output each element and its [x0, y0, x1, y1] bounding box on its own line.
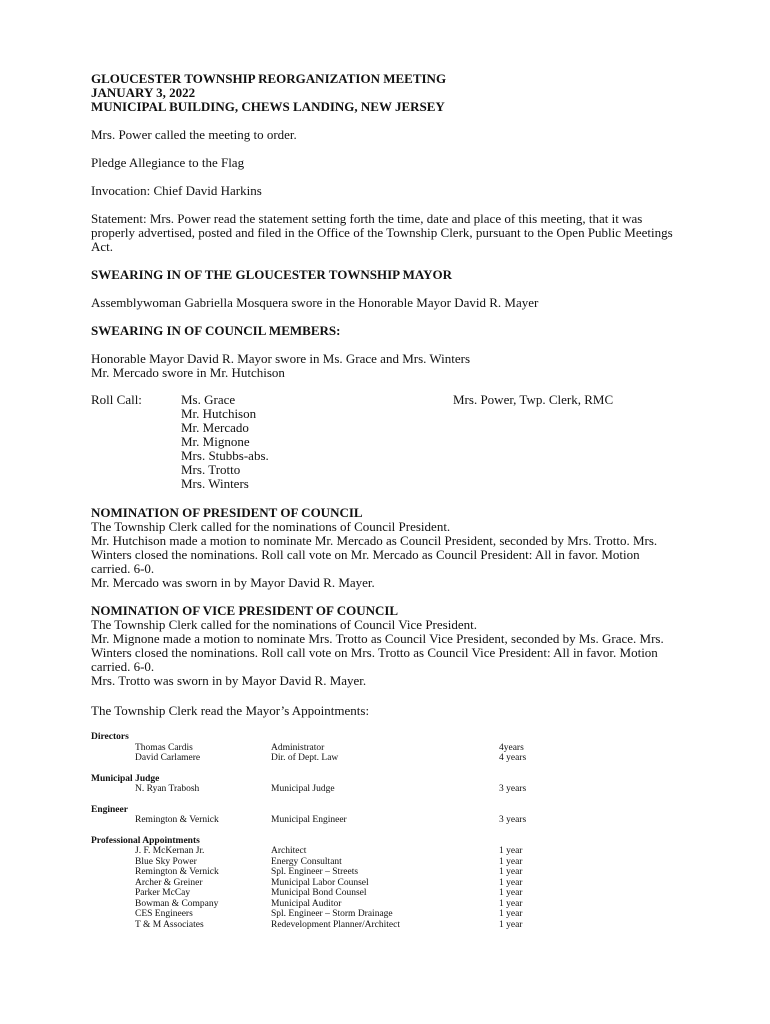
appointment-term: 4years [499, 742, 524, 753]
appointment-row [91, 784, 681, 795]
header-date: JANUARY 3, 2022 [91, 85, 196, 100]
appointment-role: Municipal Judge [271, 784, 335, 794]
appointment-term: 1 year [499, 867, 523, 877]
appointment-row [91, 888, 681, 899]
president-heading: NOMINATION OF PRESIDENT OF COUNCIL [91, 505, 363, 520]
vice-president-line-3: Mrs. Trotto was sworn in by Mayor David R. Mayer. [91, 673, 367, 688]
appointment-term: 1 year [499, 919, 523, 930]
mayor-swearing-heading: SWEARING IN OF THE GLOUCESTER TOWNSHIP MAYOR [91, 267, 452, 282]
vice-president-nomination [91, 604, 681, 688]
appointment-term: 1 year [499, 909, 523, 919]
appointment-role: Redevelopment Planner/Architect [271, 919, 400, 930]
document-page [91, 72, 681, 930]
pledge: Pledge Allegiance to the Flag [91, 155, 245, 170]
appointment-term: 4 years [499, 753, 527, 763]
appointment-term: 1 year [499, 898, 523, 909]
roll-call [91, 393, 681, 491]
appointment-row [91, 815, 681, 826]
appointment-role: Architect [271, 846, 307, 856]
vice-president-line-2: Mr. Mignone made a motion to nominate Mrs. Trotto as Council Vice President, seconded by Ms. Grace. Mrs. Winters closed the nominations. Roll call vote on Mrs. Trotto as Council Vice President: All in favor. Motion carried. 6-0. [91, 631, 664, 674]
header-location: MUNICIPAL BUILDING, CHEWS LANDING, NEW JERSEY [91, 99, 445, 114]
appointee-name: Remington & Vernick [135, 815, 219, 825]
vice-president-heading: NOMINATION OF VICE PRESIDENT OF COUNCIL [91, 603, 399, 618]
appointment-section-title: Professional Appointments [91, 835, 200, 846]
appointment-section [91, 805, 681, 826]
appointment-role: Spl. Engineer – Storm Drainage [271, 909, 393, 919]
roll-call-name: Mrs. Stubbs-abs. [181, 448, 269, 463]
roll-call-label: Roll Call: [91, 392, 142, 407]
appointee-name: Thomas Cardis [135, 742, 193, 753]
appointment-row [91, 867, 681, 878]
appointment-term: 1 year [499, 856, 523, 867]
appointment-term: 3 years [499, 784, 527, 794]
appointment-role: Dir. of Dept. Law [271, 753, 339, 763]
appointment-row [91, 857, 681, 868]
appointment-row [91, 743, 681, 754]
roll-call-name: Mrs. Trotto [181, 462, 241, 477]
council-swearing-heading: SWEARING IN OF COUNCIL MEMBERS: [91, 323, 341, 338]
appointment-role: Energy Consultant [271, 856, 342, 867]
president-line-2: Mr. Hutchison made a motion to nominate Mr. Mercado as Council President, seconded by Mrs. Trotto. Mrs. Winters closed the nominations. Roll call vote on Mr. Mercado as Council President: All in favor. Motion carried. 6-0. [91, 533, 658, 576]
appointee-name: David Carlamere [135, 753, 201, 763]
appointment-term: 1 year [499, 877, 523, 888]
appointment-term: 1 year [499, 846, 523, 856]
header-title: GLOUCESTER TOWNSHIP REORGANIZATION MEETING [91, 71, 447, 86]
call-to-order: Mrs. Power called the meeting to order. [91, 127, 297, 142]
roll-call-names [181, 393, 269, 491]
appointment-role: Administrator [271, 742, 325, 753]
appointee-name: N. Ryan Trabosh [135, 784, 200, 794]
appointment-role: Municipal Labor Counsel [271, 877, 369, 888]
appointment-section [91, 774, 681, 795]
appointment-section [91, 836, 681, 931]
document-header [91, 72, 681, 114]
council-swearing-line-1: Honorable Mayor David R. Mayor swore in Ms. Grace and Mrs. Winters [91, 351, 471, 366]
roll-call-name: Mrs. Winters [181, 476, 249, 491]
appointment-row [91, 753, 681, 764]
roll-call-name: Mr. Hutchison [181, 406, 257, 421]
mayor-swearing-text: Assemblywoman Gabriella Mosquera swore in the Honorable Mayor David R. Mayer [91, 295, 539, 310]
appointment-role: Municipal Engineer [271, 815, 347, 825]
appointee-name: CES Engineers [135, 909, 193, 919]
appointment-section-title: Engineer [91, 804, 128, 815]
roll-call-clerk: Mrs. Power, Twp. Clerk, RMC [453, 392, 614, 407]
appointee-name: J. F. McKernan Jr. [135, 846, 205, 856]
appointment-row [91, 909, 681, 920]
appointment-role: Municipal Auditor [271, 898, 342, 909]
appointments-list [91, 732, 681, 930]
council-swearing-line-2: Mr. Mercado swore in Mr. Hutchison [91, 365, 285, 380]
appointee-name: T & M Associates [135, 919, 204, 930]
appointee-name: Parker McCay [135, 888, 191, 898]
appointee-name: Blue Sky Power [135, 856, 197, 867]
roll-call-name: Mr. Mignone [181, 434, 250, 449]
statement: Statement: Mrs. Power read the statement setting forth the time, date and place of this meeting, that it was properly advertised, posted and filed in the Office of the Township Clerk, pursuant to the Open Public Meetings Act. [91, 211, 673, 254]
appointment-role: Municipal Bond Counsel [271, 888, 367, 898]
roll-call-name: Ms. Grace [181, 392, 236, 407]
invocation: Invocation: Chief David Harkins [91, 183, 262, 198]
appointment-row [91, 920, 681, 931]
vice-president-line-1: The Township Clerk called for the nominations of Council Vice President. [91, 617, 477, 632]
president-nomination [91, 506, 681, 590]
appointment-section [91, 732, 681, 764]
appointment-term: 3 years [499, 815, 527, 825]
appointments-intro: The Township Clerk read the Mayor’s Appointments: [91, 703, 370, 718]
president-line-3: Mr. Mercado was sworn in by Mayor David R. Mayer. [91, 575, 375, 590]
appointment-section-title: Municipal Judge [91, 773, 160, 784]
appointment-row [91, 846, 681, 857]
appointment-term: 1 year [499, 888, 523, 898]
appointment-row [91, 899, 681, 910]
president-line-1: The Township Clerk called for the nominations of Council President. [91, 519, 451, 534]
roll-call-name: Mr. Mercado [181, 420, 249, 435]
appointee-name: Remington & Vernick [135, 867, 219, 877]
appointee-name: Archer & Greiner [135, 877, 203, 888]
appointment-role: Spl. Engineer – Streets [271, 867, 359, 877]
appointment-row [91, 878, 681, 889]
appointment-section-title: Directors [91, 732, 129, 742]
appointee-name: Bowman & Company [135, 898, 219, 909]
